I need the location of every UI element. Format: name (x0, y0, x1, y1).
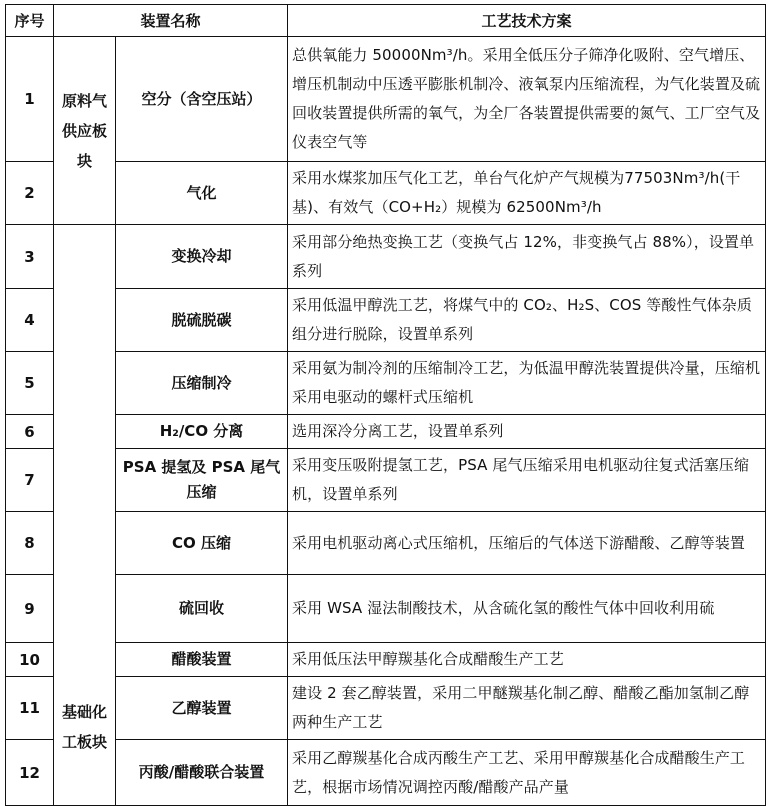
process-desc: 采用氨为制冷剂的压缩制冷工艺，为低温甲醇洗装置提供冷量，压缩机采用电驱动的螺杆式压缩机 (288, 352, 766, 415)
process-desc: 采用变压吸附提氢工艺，PSA 尾气压缩采用电机驱动往复式活塞压缩机，设置单系列 (288, 449, 766, 512)
process-desc: 采用水煤浆加压气化工艺，单台气化炉产气规模为77503Nm³/h(干基)、有效气（CO+H₂）规模为 62500Nm³/h (288, 162, 766, 225)
row-num: 8 (6, 512, 54, 575)
row-num: 12 (6, 740, 54, 806)
process-desc: 采用部分绝热变换工艺（变换气占 12%，非变换气占 88%），设置单系列 (288, 225, 766, 289)
row-num: 11 (6, 677, 54, 740)
row-num: 5 (6, 352, 54, 415)
process-desc: 采用乙醇羰基化合成丙酸生产工艺、采用甲醇羰基化合成醋酸生产工艺，根据市场情况调控丙酸/醋酸产品产量 (288, 740, 766, 806)
process-desc: 选用深冷分离工艺，设置单系列 (288, 415, 766, 449)
device-name: 空分（含空压站） (116, 37, 288, 162)
table-row (6, 512, 766, 575)
device-name: 硫回收 (116, 575, 288, 643)
process-table (5, 4, 766, 806)
process-desc: 总供氧能力 50000Nm³/h。采用全低压分子筛净化吸附、空气增压、增压机制动中压透平膨胀机制冷、液氧泵内压缩流程，为气化装置及硫回收装置提供所需的氧气，为全厂各装置提供需要的氮气、工厂空气及仪表空气等 (288, 37, 766, 162)
table-row (6, 643, 766, 677)
row-num: 9 (6, 575, 54, 643)
device-name: 压缩制冷 (116, 352, 288, 415)
device-name: H₂/CO 分离 (116, 415, 288, 449)
table-row (6, 289, 766, 352)
table-row (6, 37, 766, 162)
process-desc: 采用低压法甲醇羰基化合成醋酸生产工艺 (288, 643, 766, 677)
process-table-sheet (5, 4, 765, 806)
table-row (6, 225, 766, 289)
device-name: 变换冷却 (116, 225, 288, 289)
header-row (6, 5, 766, 37)
device-name: 醋酸装置 (116, 643, 288, 677)
process-desc: 采用 WSA 湿法制酸技术，从含硫化氢的酸性气体中回收利用硫 (288, 575, 766, 643)
group-raw-gas: 原料气供应板块 (54, 37, 116, 225)
header-num: 序号 (6, 5, 54, 37)
process-desc: 采用低温甲醇洗工艺，将煤气中的 CO₂、H₂S、COS 等酸性气体杂质组分进行脱除，设置单系列 (288, 289, 766, 352)
device-name: 乙醇装置 (116, 677, 288, 740)
device-name: 脱硫脱碳 (116, 289, 288, 352)
row-num: 3 (6, 225, 54, 289)
process-desc: 建设 2 套乙醇装置，采用二甲醚羰基化制乙醇、醋酸乙酯加氢制乙醇两种生产工艺 (288, 677, 766, 740)
header-device: 装置名称 (54, 5, 288, 37)
group-base-chem: 基础化工板块 (54, 225, 116, 806)
table-row (6, 352, 766, 415)
row-num: 2 (6, 162, 54, 225)
header-process: 工艺技术方案 (288, 5, 766, 37)
table-row (6, 449, 766, 512)
table-row (6, 740, 766, 806)
row-num: 7 (6, 449, 54, 512)
process-desc: 采用电机驱动离心式压缩机，压缩后的气体送下游醋酸、乙醇等装置 (288, 512, 766, 575)
table-row (6, 162, 766, 225)
row-num: 4 (6, 289, 54, 352)
device-name: PSA 提氢及 PSA 尾气压缩 (116, 449, 288, 512)
device-name: 丙酸/醋酸联合装置 (116, 740, 288, 806)
row-num: 1 (6, 37, 54, 162)
table-row (6, 575, 766, 643)
row-num: 6 (6, 415, 54, 449)
table-row (6, 415, 766, 449)
row-num: 10 (6, 643, 54, 677)
device-name: 气化 (116, 162, 288, 225)
table-row (6, 677, 766, 740)
device-name: CO 压缩 (116, 512, 288, 575)
